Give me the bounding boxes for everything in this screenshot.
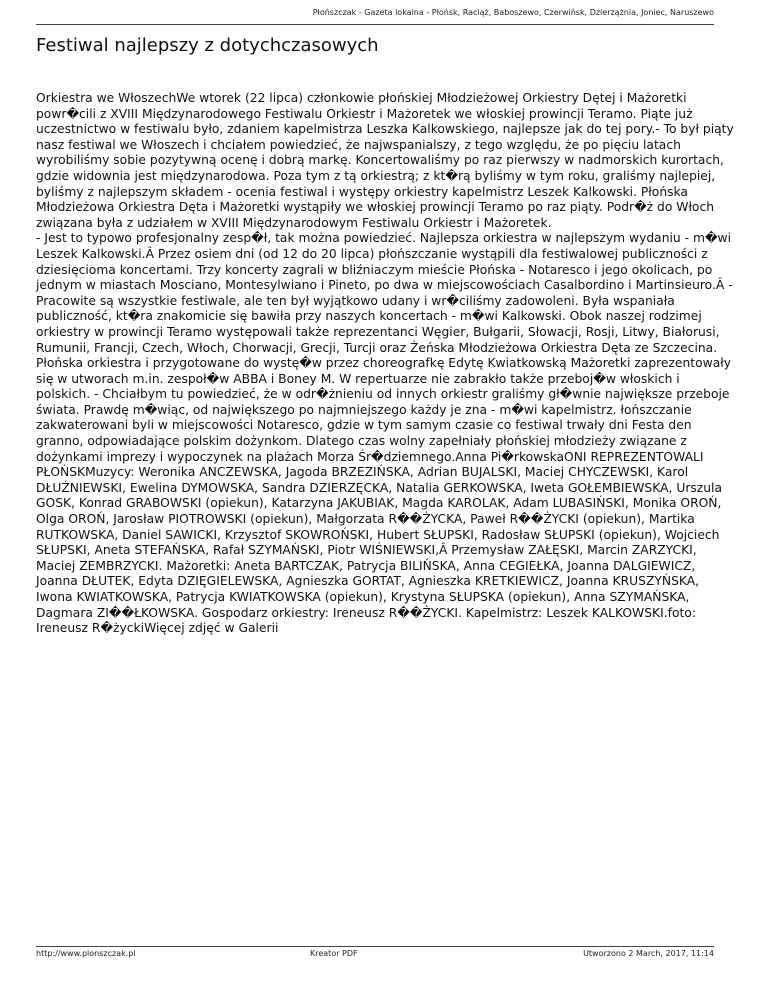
article-title: Festiwal najlepszy z dotychczasowych: [36, 35, 379, 56]
footer-creator: Kreator PDF: [310, 949, 358, 958]
article-body: Orkiestra we WłoszechWe wtorek (22 lipca) członkowie płońskiej Młodzieżowej Orkiestry Dętej i Mażoretki powr�cili z XVIII Międzynarodowego Festiwalu Orkiestr i Mażoretek we włoskiej prowincji Teramo. Piąte już uczestnictwo w festiwalu było, zdaniem kapelmistrza Leszka Kalkowskiego, najlepsze jak do tej pory.- To był piąty nasz festiwal we Włoszech i chciałem powiedzieć, że najwspanialszy, z tego względu, że po pięciu latach wyrobiliśmy sobie pozytywną ocenę i dobrą markę. Koncertowaliśmy po raz pierwszy w nadmorskich kurortach, gdzie widownia jest międzynarodowa. Poza tym z tą orkiestrą; z kt�rą byliśmy w tym roku, graliśmy najlepiej, byliśmy z najlepszym składem - ocenia festiwal i występy orkiestry kapelmistrz Leszek Kalkowski. Płońska Młodzieżowa Orkiestra Dęta i Mażoretki wystąpiły we włoskiej prowincji Teramo po raz piąty. Podr�ż do Włoch związana była z udziałem w XVIII Międzynarodowym Festiwalu Orkiestr i Mażoretek. - Jest to typowo profesjonalny zesp�ł, tak można powiedzieć. Najlepsza orkiestra w najlepszym wydaniu - m�wi Leszek Kalkowski.Â Przez osiem dni (od 12 do 20 lipca) płońszczanie wystąpili dla festiwalowej publiczności z dziesięcioma koncertami. Trzy koncerty zagrali w bliźniaczym mieście Płońska - Notaresco i jego okolicach, po jednym w miastach Mosciano, Montesylwiano i Pineto, po dwa w miejscowościach Casalbordino i Martinsieuro.Â - Pracowite są wszystkie festiwale, ale ten był wyjątkowo udany i wr�ciliśmy zadowoleni. Była wspaniała publiczność, kt�ra znakomicie się bawiła przy naszych koncertach - m�wi Kalkowski. Obok naszej rodzimej orkiestry w prowincji Teramo występowali także reprezentanci Węgier, Bułgarii, Słowacji, Rosji, Litwy, Białorusi, Rumunii, Francji, Czech, Włoch, Chorwacji, Grecji, Turcji oraz Żeńska Młodzieżowa Orkiestra Dęta ze Szczecina. Płońska orkiestra i przygotowane do wystę�w przez choreografkę Edytę Kwiatkowską Mażoretki zaprezentowały się w utworach m.in. zespoł�w ABBA i Boney M. W repertuarze nie zabrakło także przeboj�w włoskich i polskich. - Chciałbym tu powiedzieć, że w odr�żnieniu od innych orkiestr graliśmy gł�wnie największe przeboje świata. Prawdę m�wiąc, od największego po najmniejszego każdy je zna - m�wi kapelmistrz. łońszczanie zakwaterowani byli w miejscowości Notaresco, gdzie w tym samym czasie co festiwal trwały dni Festa den granno, odpowiadające polskim dożynkom. Dlatego czas wolny zapełniały płońskiej młodzieży związane z dożynkami imprezy i wypoczynek na plażach Morza Śr�dziemnego.Anna Pi�rkowskaONI REPREZENTOWALI PŁOŃSKMuzycy: Weronika ANCZEWSKA, Jagoda BRZEZIŃSKA, Adrian BUJALSKI, Maciej CHYCZEWSKI, Karol DŁUŹNIEWSKI, Ewelina DYMOWSKA, Sandra DZIERZĘCKA, Natalia GERKOWSKA, Iweta GOŁEMBIEWSKA, Urszula GOSK, Konrad GRABOWSKI (opiekun), Katarzyna JAKUBIAK, Magda KAROLAK, Adam LUBASIŃSKI, Monika OROŃ, Olga OROŃ, Jarosław PIOTROWSKI (opiekun), Małgorzata R��ŻYCKA, Paweł R��ŻYCKI (opiekun), Martika RUTKOWSKA, Daniel SAWICKI, Krzysztof SKOWROŃSKI, Hubert SŁUPSKI, Radosław SŁUPSKI (opiekun), Wojciech SŁUPSKI, Aneta STEFAŃSKA, Rafał SZYMAŃSKI, Piotr WIŚNIEWSKI,Â Przemysław ZAŁĘSKI, Marcin ZARZYCKI, Maciej ZEMBRZYCKI. Mażoretki: Aneta BARTCZAK, Patrycja BILIŃSKA, Anna CEGIEŁKA, Joanna DALGIEWICZ, Joanna DŁUTEK, Edyta DZIĘGIELEWSKA, Agnieszka GORTAT, Agnieszka KRETKIEWICZ, Joanna KRUSZYŃSKA, Iwona KWIATKOWSKA, Patrycja KWIATKOWSKA (opiekun), Krystyna SŁUPSKA (opiekun), Anna SZYMAŃSKA, Dagmara ZI��ŁKOWSKA. Gospodarz orkiestry: Ireneusz R��ŻYCKI. Kapelmistrz: Leszek KALKOWSKI.foto: Ireneusz R�życkiWięcej zdjęć w Galerii: [36, 91, 734, 636]
footer-divider: [36, 946, 714, 947]
header-divider: [36, 24, 714, 25]
page-footer: [36, 949, 714, 961]
footer-created-date: Utworzono 2 March, 2017, 11:14: [583, 949, 714, 958]
footer-url: http://www.plonszczak.pl: [36, 949, 136, 958]
page-header: Płońszczak - Gazeta lokalna - Płońsk, Raciąż, Baboszewo, Czerwińsk, Dzierzążnia, Joniec, Naruszewo: [312, 8, 714, 17]
